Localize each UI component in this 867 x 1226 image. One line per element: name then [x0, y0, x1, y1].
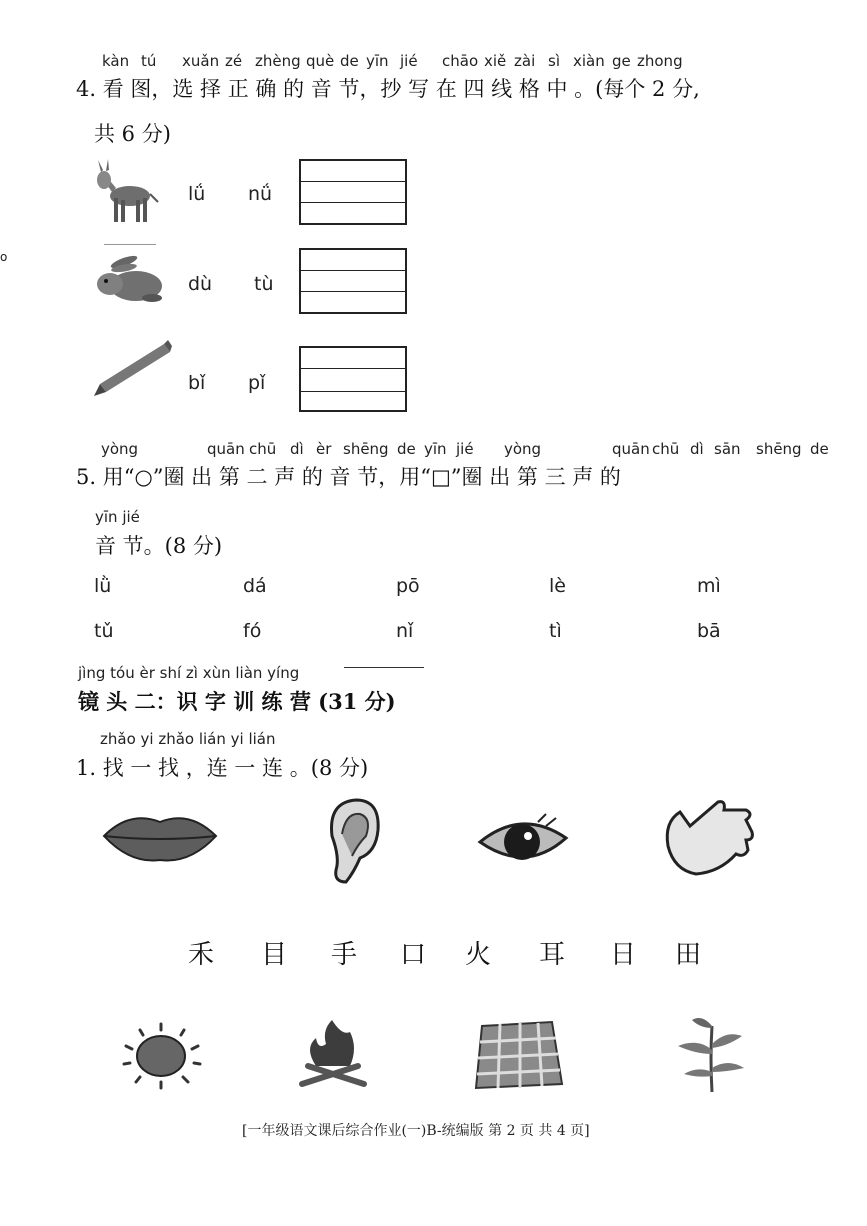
pinyin: chū: [652, 440, 680, 458]
option-pi: pǐ: [248, 372, 266, 394]
hand-icon[interactable]: [660, 798, 760, 878]
syllable-ba[interactable]: bā: [697, 620, 721, 642]
donkey-icon: [94, 158, 160, 228]
q4-question-text: 4. 看 图，选 择 正 确 的 音 节，抄 写 在 四 线 格 中 。(每个 2 分,: [76, 77, 700, 101]
character-ri[interactable]: 日: [610, 940, 637, 970]
pinyin: jié: [400, 52, 418, 70]
option-du: dù: [188, 273, 213, 295]
pinyin: zé: [225, 52, 243, 70]
pencil-icon: [94, 340, 174, 396]
syllable-fo[interactable]: fó: [243, 620, 262, 642]
rice-plant-icon[interactable]: [672, 1010, 748, 1094]
pinyin: xiàn: [573, 52, 605, 70]
q5-question-score: 音 节。(8 分): [95, 534, 223, 558]
pinyin: shēng: [756, 440, 802, 458]
ear-icon[interactable]: [318, 796, 384, 886]
margin-mark: o: [0, 250, 8, 264]
pinyin: sān: [714, 440, 741, 458]
pinyin: sì: [548, 52, 560, 70]
pinyin: èr: [316, 440, 332, 458]
mouth-icon[interactable]: [100, 808, 220, 866]
pinyin: zhèng: [255, 52, 301, 70]
syllable-mi[interactable]: mì: [697, 575, 721, 597]
four-line-grid-3[interactable]: [299, 346, 407, 412]
pinyin: kàn: [102, 52, 130, 70]
divider: [104, 244, 156, 245]
divider: [344, 667, 424, 668]
pinyin: zhong: [637, 52, 683, 70]
pinyin: yīn: [366, 52, 389, 70]
field-icon[interactable]: [472, 1018, 564, 1090]
syllable-le[interactable]: lè: [549, 575, 566, 597]
eye-icon[interactable]: [476, 812, 570, 870]
pinyin: tú: [141, 52, 157, 70]
pinyin: chū: [249, 440, 277, 458]
syllable-ti[interactable]: tì: [549, 620, 562, 642]
syllable-tu[interactable]: tǔ: [94, 620, 114, 642]
q5-pinyin-2: yīn jié: [95, 508, 140, 526]
pinyin: ge: [612, 52, 631, 70]
syllable-lu[interactable]: lǜ: [94, 575, 112, 597]
character-er[interactable]: 耳: [539, 940, 566, 970]
pinyin: jié: [456, 440, 474, 458]
character-mu[interactable]: 目: [261, 940, 288, 970]
q4-question-score: 共 6 分): [94, 122, 171, 146]
character-huo[interactable]: 火: [465, 940, 492, 970]
character-shou[interactable]: 手: [331, 940, 358, 970]
pinyin: quān: [207, 440, 245, 458]
section2-pinyin: jìng tóu èr shí zì xùn liàn yíng: [78, 664, 300, 682]
pinyin: xiě: [484, 52, 507, 70]
option-bi: bǐ: [188, 372, 206, 394]
syllable-po[interactable]: pō: [396, 575, 420, 597]
pinyin: chāo: [442, 52, 479, 70]
syllable-da[interactable]: dá: [243, 575, 267, 597]
pinyin: yīn: [424, 440, 447, 458]
q1-pinyin: zhǎo yi zhǎo lián yi lián: [100, 730, 276, 748]
option-lu: lǘ: [188, 183, 206, 205]
option-tu: tù: [254, 273, 274, 295]
section2-title: 镜 头 二：识 字 训 练 营 (31 分): [78, 689, 396, 714]
rabbit-icon: [94, 256, 166, 306]
pinyin: de: [810, 440, 829, 458]
character-he[interactable]: 禾: [188, 940, 215, 970]
sun-icon[interactable]: [118, 1022, 204, 1088]
pinyin: yòng: [101, 440, 139, 458]
pinyin: de: [397, 440, 416, 458]
character-kou[interactable]: 口: [400, 940, 427, 970]
pinyin: xuǎn: [182, 52, 220, 70]
syllable-ni[interactable]: nǐ: [396, 620, 414, 642]
page-footer: [一年级语文课后综合作业(一)B-统编版 第 2 页 共 4 页]: [242, 1123, 590, 1139]
option-nu: nǘ: [248, 183, 273, 205]
pinyin: quān: [612, 440, 650, 458]
four-line-grid-1[interactable]: [299, 159, 407, 225]
pinyin: de: [340, 52, 359, 70]
pinyin: shēng: [343, 440, 389, 458]
pinyin: dì: [290, 440, 304, 458]
pinyin: què: [306, 52, 335, 70]
q5-question-text: 5. 用“○”圈 出 第 二 声 的 音 节，用“□”圈 出 第 三 声 的: [76, 465, 621, 489]
q1-question-text: 1. 找 一 找 ，连 一 连 。(8 分): [76, 756, 369, 780]
character-tian[interactable]: 田: [675, 940, 702, 970]
pinyin: dì: [690, 440, 704, 458]
four-line-grid-2[interactable]: [299, 248, 407, 314]
pinyin: yòng: [504, 440, 542, 458]
fire-icon[interactable]: [296, 1018, 370, 1090]
pinyin: zài: [514, 52, 536, 70]
